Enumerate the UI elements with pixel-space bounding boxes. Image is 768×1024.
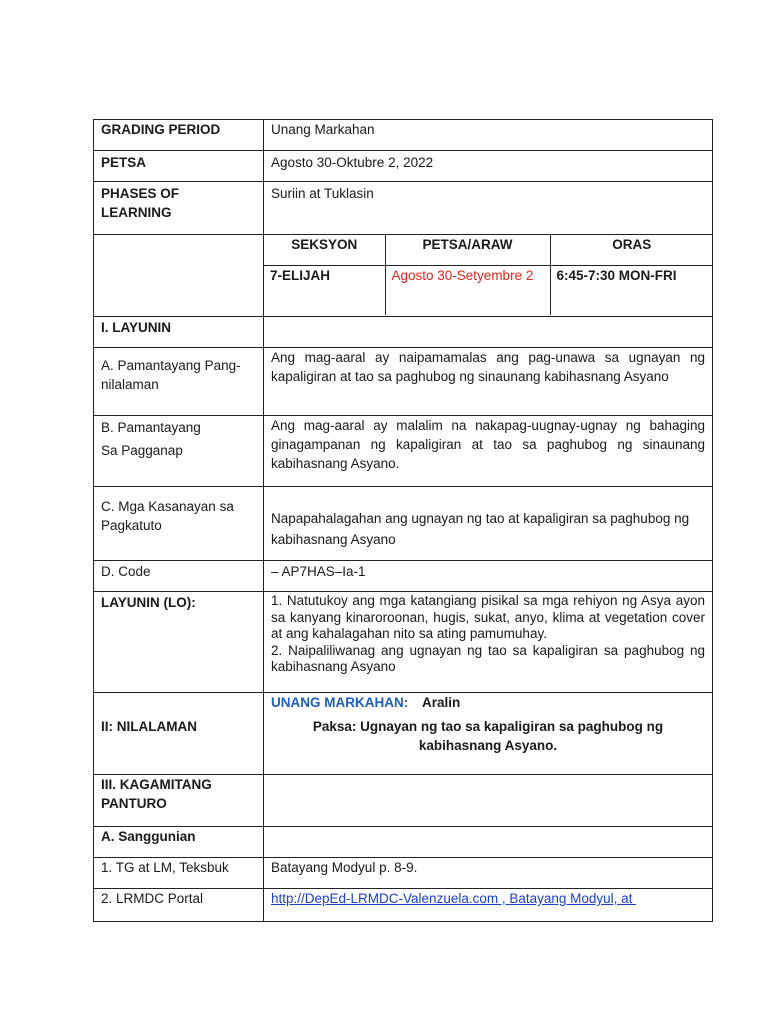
petsa-label: PETSA	[94, 151, 264, 182]
phases-label	[94, 182, 264, 235]
kagamitang-label	[94, 775, 264, 827]
tg-lm-label: 1. TG at LM, Teksbuk	[94, 858, 264, 889]
nilalaman-value	[264, 693, 713, 775]
row-petsa	[94, 151, 713, 182]
sanggunian-empty-cell	[264, 827, 713, 858]
kagamitang-empty-cell	[264, 775, 713, 827]
layunin-label: I. LAYUNIN	[94, 317, 264, 348]
sanggunian-label: A. Sanggunian	[94, 827, 264, 858]
schedule-empty-cell	[94, 235, 264, 317]
kagamitang-line1: III. KAGAMITANG	[101, 777, 212, 792]
row-kasanayan	[94, 487, 713, 561]
row-phases	[94, 182, 713, 235]
row-pamantayang-pagganap	[94, 416, 713, 487]
phases-label-line2: LEARNING	[101, 205, 172, 220]
lrmdc-value-cell	[264, 889, 713, 922]
section-value: 7-ELIJAH	[264, 265, 385, 315]
pamantayang-pagganap-label	[94, 416, 264, 487]
kasanayan-value: Napapahalagahan ang ugnayan ng tao at kapaligiran sa paghubog ng kabihasnang Asyano	[264, 487, 713, 561]
pamantayang-pagganap-line2: Sa Pagganap	[101, 443, 183, 458]
schedule-cell	[264, 235, 713, 317]
kasanayan-label: C. Mga Kasanayan sa Pagkatuto	[94, 487, 264, 561]
row-layunin-lo	[94, 592, 713, 693]
pamantayang-nilalaman-label: A. Pamantayang Pang-nilalaman	[94, 348, 264, 416]
nilalaman-heading-blue: UNANG MARKAHAN:	[271, 695, 409, 710]
layunin-lo-item-1: 1. Natutukoy ang mga katangiang pisikal sa mga rehiyon ng Asya ayon sa kanyang kinaroroonan, hugis, sukat, anyo, klima at vegetation cover at ang kahalagahan nito sa ating pamumuhay.	[271, 593, 705, 641]
code-label: D. Code	[94, 561, 264, 592]
row-tg-lm	[94, 858, 713, 889]
pamantayang-pagganap-value: Ang mag-aaral ay malalim na nakapag-uugnay-ugnay ng bahaging ginagampanan ng kapaligiran at tao sa paghubog ng sinaunang kabihasnang Asyano.	[264, 416, 713, 487]
layunin-lo-label: LAYUNIN (LO):	[94, 592, 264, 693]
row-pamantayang-nilalaman	[94, 348, 713, 416]
grading-period-value: Unang Markahan	[264, 120, 713, 151]
header-petsa-araw: PETSA/ARAW	[385, 235, 550, 265]
row-kagamitang	[94, 775, 713, 827]
schedule-table	[264, 235, 713, 315]
row-schedule	[94, 235, 713, 317]
layunin-lo-value	[264, 592, 713, 693]
nilalaman-label: II: NILALAMAN	[94, 693, 264, 775]
pamantayang-nilalaman-value: Ang mag-aaral ay naipamamalas ang pag-unawa sa ugnayan ng kapaligiran at tao sa paghubog ng sinaunang kabihasnang Asyano	[264, 348, 713, 416]
row-nilalaman	[94, 693, 713, 775]
tg-lm-value: Batayang Modyul p. 8-9.	[264, 858, 713, 889]
row-grading-period	[94, 120, 713, 151]
petsa-value: Agosto 30-Oktubre 2, 2022	[264, 151, 713, 182]
date-value: Agosto 30-Setyembre 2	[385, 265, 550, 315]
kagamitang-line2: PANTURO	[101, 796, 167, 811]
row-layunin	[94, 317, 713, 348]
schedule-data-row	[264, 265, 713, 315]
header-seksyon: SEKSYON	[264, 235, 385, 265]
grading-period-label: GRADING PERIOD	[94, 120, 264, 151]
header-oras: ORAS	[550, 235, 713, 265]
lrmdc-label: 2. LRMDC Portal	[94, 889, 264, 922]
code-value: – AP7HAS–Ia-1	[264, 561, 713, 592]
layunin-empty-cell	[264, 317, 713, 348]
nilalaman-heading	[271, 693, 705, 712]
pamantayang-pagganap-line1: B. Pamantayang	[101, 420, 201, 435]
row-sanggunian	[94, 827, 713, 858]
paksa-text: Paksa: Ugnayan ng tao sa kapaligiran sa paghubog ng kabihasnang Asyano.	[312, 719, 664, 753]
lrmdc-link[interactable]: http://DepEd-LRMDC-Valenzuela.com , Batayang Modyul, at	[271, 891, 637, 906]
phases-value: Suriin at Tuklasin	[264, 182, 713, 235]
layunin-lo-item-2: 2. Naipaliliwanag ang ugnayan ng tao sa kapaligiran sa paghubog ng kabihasnang Asyano	[271, 642, 705, 674]
lesson-plan-table	[93, 119, 713, 922]
schedule-header-row	[264, 235, 713, 265]
phases-label-line1: PHASES OF	[101, 186, 180, 201]
row-code	[94, 561, 713, 592]
row-lrmdc	[94, 889, 713, 922]
time-value: 6:45-7:30 MON-FRI	[550, 265, 713, 315]
nilalaman-heading-aralin: Aralin	[422, 695, 461, 710]
